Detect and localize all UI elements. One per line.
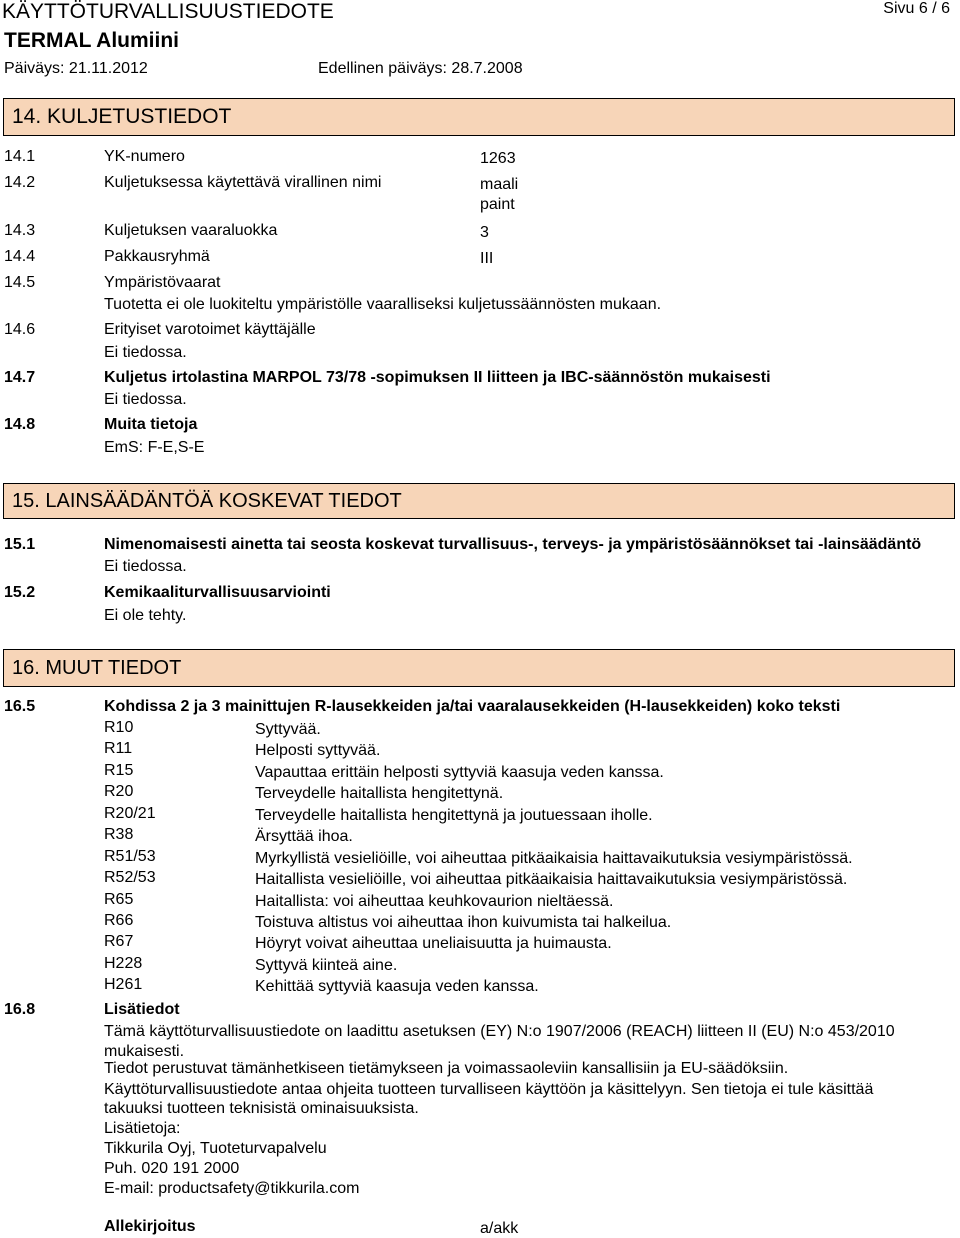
item-label: Kemikaaliturvallisuusarviointi <box>104 584 331 601</box>
phrase-code: R66 <box>104 912 134 929</box>
signature-label: Allekirjoitus <box>104 1218 196 1235</box>
item-label: Lisätiedot <box>104 1001 180 1018</box>
phrase-code: R51/53 <box>104 848 156 865</box>
phrase-text: Haitallista: voi aiheuttaa keuhkovaurion nieltäessä. <box>255 893 614 910</box>
item-number: 14.5 <box>4 274 36 291</box>
item-text: EmS: F-E,S-E <box>104 439 205 456</box>
phrase-code: R11 <box>104 740 133 757</box>
shipping-name-en: paint <box>480 196 515 213</box>
phrase-code: R20/21 <box>104 805 156 822</box>
phrase-text: Toistuva altistus voi aiheuttaa ihon kuivumista tai halkeilua. <box>255 914 672 931</box>
info-line: Tiedot perustuvat tämänhetkiseen tietämykseen ja voimassaoleviin kansallisiin ja EU-säädöksiin. <box>104 1060 789 1077</box>
item-label: YK-numero <box>104 148 185 165</box>
info-line: takuuksi tuotteen teknisistä ominaisuuksista. <box>104 1100 419 1117</box>
phrase-text: Kehittää syttyviä kaasuja veden kanssa. <box>255 978 539 995</box>
phrase-code: R67 <box>104 933 134 950</box>
item-label: Kuljetuksessa käytettävä virallinen nimi <box>104 174 382 191</box>
item-text: Ei tiedossa. <box>104 558 187 575</box>
phrase-text: Haitallista vesieliöille, voi aiheuttaa pitkäaikaisia haittavaikutuksia vesiympäristössä. <box>255 871 848 888</box>
phrase-code: H228 <box>104 955 143 972</box>
page-number: Sivu 6 / 6 <box>883 0 950 17</box>
item-text: Ei ole tehty. <box>104 607 187 624</box>
item-number: 14.8 <box>4 416 36 433</box>
phrase-code: R38 <box>104 826 134 843</box>
item-number: 14.7 <box>4 369 36 386</box>
shipping-name-fi: maali <box>480 176 519 193</box>
section-14-header: 14. KULJETUSTIEDOT <box>3 98 955 136</box>
item-text: Ei tiedossa. <box>104 391 187 408</box>
phrase-text: Syttyvää. <box>255 721 321 738</box>
previous-date: Edellinen päiväys: 28.7.2008 <box>318 60 523 77</box>
info-line: Tämä käyttöturvallisuustiedote on laadittu asetuksen (EY) N:o 1907/2006 (REACH) liitteen II (EU) N:o 453/2010 <box>104 1023 895 1040</box>
item-number: 14.6 <box>4 321 36 338</box>
phrase-code: R20 <box>104 783 134 800</box>
un-number: 1263 <box>480 150 516 167</box>
item-label: Ympäristövaarat <box>104 274 221 291</box>
phrase-code: R15 <box>104 762 134 779</box>
phrase-text: Höyryt voivat aiheuttaa uneliaisuutta ja huimausta. <box>255 935 612 952</box>
packing-group: III <box>480 250 494 267</box>
info-line: Käyttöturvallisuustiedote antaa ohjeita tuotteen turvalliseen käyttöön ja käsittelyyn. Sen tietoja ei tule käsittää <box>104 1081 874 1098</box>
info-line: Puh. 020 191 2000 <box>104 1160 240 1177</box>
phrase-text: Terveydelle haitallista hengitettynä. <box>255 785 504 802</box>
phrase-code: R10 <box>104 719 134 736</box>
item-label: Nimenomaisesti ainetta tai seosta koskevat turvallisuus-, terveys- ja ympäristösäännökset tai -lainsäädäntö <box>104 536 922 553</box>
issue-date: Päiväys: 21.11.2012 <box>4 60 148 77</box>
item-number: 14.4 <box>4 248 36 265</box>
info-line: E-mail: productsafety@tikkurila.com <box>104 1180 360 1197</box>
phrase-code: R65 <box>104 891 134 908</box>
item-number: 16.8 <box>4 1001 36 1018</box>
item-number: 14.1 <box>4 148 36 165</box>
hazard-class: 3 <box>480 224 489 241</box>
item-number: 14.3 <box>4 222 36 239</box>
section-16-header: 16. MUUT TIEDOT <box>3 649 955 687</box>
item-label: Erityiset varotoimet käyttäjälle <box>104 321 316 338</box>
phrase-text: Syttyvä kiinteä aine. <box>255 957 398 974</box>
item-number: 16.5 <box>4 698 36 715</box>
item-label: Muita tietoja <box>104 416 198 433</box>
phrase-text: Helposti syttyvää. <box>255 742 381 759</box>
phrase-text: Myrkyllistä vesieliöille, voi aiheuttaa pitkäaikaisia haittavaikutuksia vesiympäristössä. <box>255 850 853 867</box>
phrase-text: Terveydelle haitallista hengitettynä ja joutuessaan iholle. <box>255 807 653 824</box>
phrase-code: H261 <box>104 976 143 993</box>
item-text: Tuotetta ei ole luokiteltu ympäristölle vaaralliseksi kuljetussäännösten mukaan. <box>104 296 662 313</box>
phrase-code: R52/53 <box>104 869 156 886</box>
item-text: Ei tiedossa. <box>104 344 187 361</box>
phrase-text: Vapauttaa erittäin helposti syttyviä kaasuja veden kanssa. <box>255 764 664 781</box>
item-number: 15.2 <box>4 584 36 601</box>
item-number: 15.1 <box>4 536 36 553</box>
item-label: Kohdissa 2 ja 3 mainittujen R-lausekkeiden ja/tai vaaralausekkeiden (H-lausekkeiden) koko teksti <box>104 698 841 715</box>
info-line: mukaisesti. <box>104 1043 185 1060</box>
item-label: Kuljetus irtolastina MARPOL 73/78 -sopimuksen II liitteen ja IBC-säännöstön mukaisesti <box>104 369 771 386</box>
document-title: KÄYTTÖTURVALLISUUSTIEDOTE <box>2 0 334 23</box>
item-label: Pakkausryhmä <box>104 248 210 265</box>
item-label: Kuljetuksen vaaraluokka <box>104 222 278 239</box>
info-line: Lisätietoja: <box>104 1120 181 1137</box>
product-name: TERMAL Alumiini <box>4 29 179 52</box>
item-number: 14.2 <box>4 174 36 191</box>
signature-value: a/akk <box>480 1220 519 1237</box>
section-15-header: 15. LAINSÄÄDÄNTÖÄ KOSKEVAT TIEDOT <box>3 483 955 519</box>
info-line: Tikkurila Oyj, Tuoteturvapalvelu <box>104 1140 327 1157</box>
phrase-text: Ärsyttää ihoa. <box>255 828 353 845</box>
